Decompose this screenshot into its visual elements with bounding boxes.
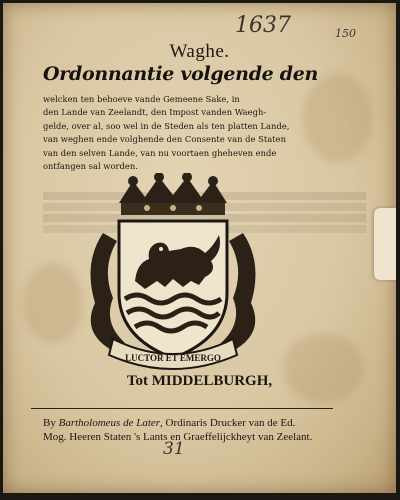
place-of-printing: Tot MIDDELBURGH,	[126, 373, 273, 389]
imprint-line-1-rest: , Ordinaris Drucker van de Ed.	[160, 417, 296, 429]
title-body	[43, 93, 329, 173]
divider-rule	[31, 408, 333, 409]
imprint-prefix: By	[43, 417, 56, 429]
motto-text: LUCTOR ET EMERGO	[125, 353, 221, 363]
body-line: welcken ten behoeve vande Gemeene Sake, in	[43, 94, 240, 104]
paper-tab	[374, 208, 396, 280]
body-line: den Lande van Zeelandt, den Impost vanden Waegh-	[43, 107, 267, 118]
printer-name: Bartholomeus de Later	[58, 417, 161, 429]
zeeland-coat-of-arms	[73, 173, 273, 373]
shield	[119, 221, 227, 358]
imprint	[43, 416, 343, 444]
paper-stain	[283, 333, 363, 403]
body-line: van den selven Lande, van nu voortaen gheheven ende	[43, 147, 277, 158]
document-heading: Ordonnantie volgende den	[43, 63, 319, 85]
imprint-line-1	[43, 416, 343, 430]
document-page	[3, 3, 396, 493]
body-line: van weghen ende volghende den Consente van de Staten	[43, 134, 286, 145]
document-subject: Waghe.	[169, 41, 230, 62]
body-line: gelde, over al, soo wel in de Steden als ten platten Lande,	[43, 120, 290, 131]
crown-icon	[119, 173, 227, 215]
handwritten-year: 1637	[235, 13, 291, 38]
body-line: ontfangen sal worden.	[43, 161, 138, 172]
handwritten-page-number: 31	[163, 439, 185, 459]
imprint-line-2: Mog. Heeren Staten 's Lants en Graeffelijckheyt van Zeelant.	[43, 431, 313, 443]
handwritten-number: 150	[335, 27, 356, 40]
